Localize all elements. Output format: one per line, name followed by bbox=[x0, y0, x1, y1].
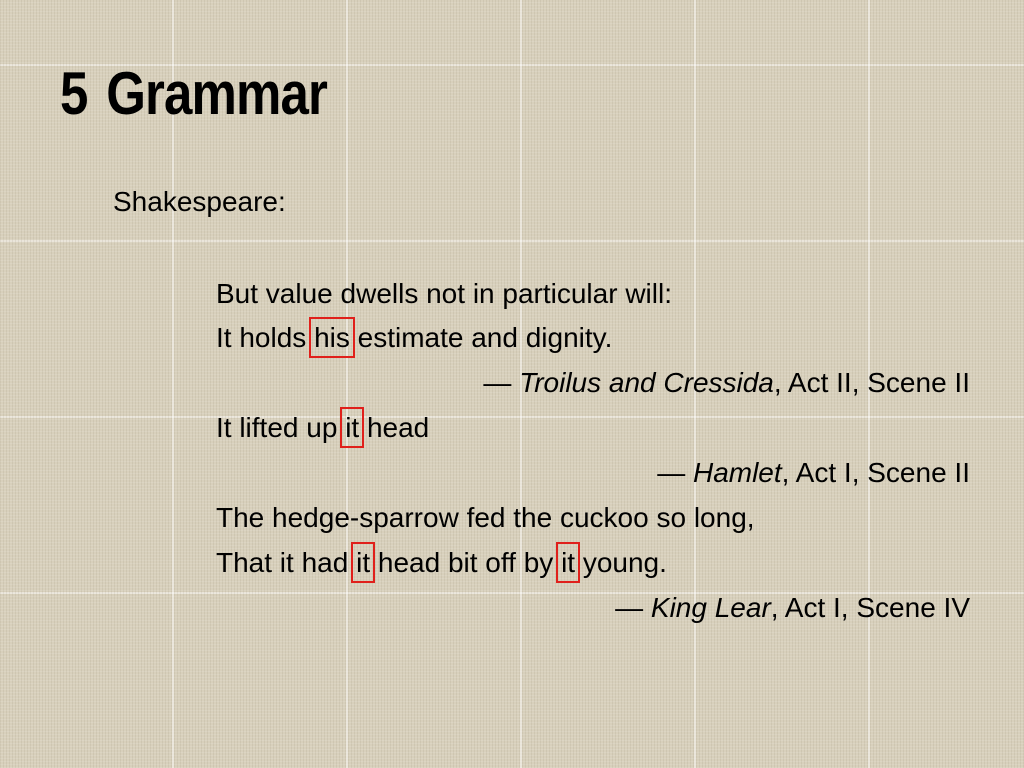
quote-2-line-1 bbox=[216, 408, 429, 448]
quote-text: But value dwells not in particular will: bbox=[216, 278, 672, 309]
quote-3-attribution bbox=[615, 588, 970, 628]
highlighted-pronoun-it: it bbox=[345, 412, 360, 443]
work-title: King Lear bbox=[650, 592, 771, 623]
highlighted-pronoun-it: it bbox=[356, 547, 371, 578]
quote-text: estimate and dignity. bbox=[349, 322, 613, 353]
attribution-dash: — bbox=[615, 592, 651, 623]
quote-3-line-2 bbox=[216, 543, 667, 583]
author-label: Shakespeare: bbox=[113, 186, 286, 217]
attribution-dash: — bbox=[657, 457, 693, 488]
highlighted-pronoun-it: it bbox=[561, 547, 576, 578]
quote-text: head bbox=[359, 412, 430, 443]
act-scene: , Act II, Scene II bbox=[773, 367, 970, 398]
quote-3-line-1 bbox=[216, 498, 755, 538]
work-title: Troilus and Cressida bbox=[519, 367, 774, 398]
quote-1-attribution bbox=[483, 363, 970, 403]
quote-1-line-1 bbox=[216, 274, 672, 314]
act-scene: , Act I, Scene IV bbox=[770, 592, 970, 623]
quote-2-attribution bbox=[657, 453, 970, 493]
act-scene: , Act I, Scene II bbox=[781, 457, 970, 488]
highlighted-pronoun-his: his bbox=[314, 322, 350, 353]
quote-text: It holds bbox=[216, 322, 315, 353]
quote-text: The hedge-sparrow fed the cuckoo so long, bbox=[216, 502, 755, 533]
slide-title-text: Grammar bbox=[106, 60, 328, 127]
attribution-dash: — bbox=[483, 367, 520, 398]
slide-number: 5 bbox=[60, 60, 88, 127]
quote-text: young. bbox=[575, 547, 667, 578]
quote-text: head bit off by bbox=[370, 547, 562, 578]
quote-text: That it had bbox=[216, 547, 357, 578]
quote-text: It lifted up bbox=[216, 412, 346, 443]
slide-title bbox=[60, 58, 327, 130]
work-title: Hamlet bbox=[692, 457, 782, 488]
quote-1-line-2 bbox=[216, 318, 612, 358]
